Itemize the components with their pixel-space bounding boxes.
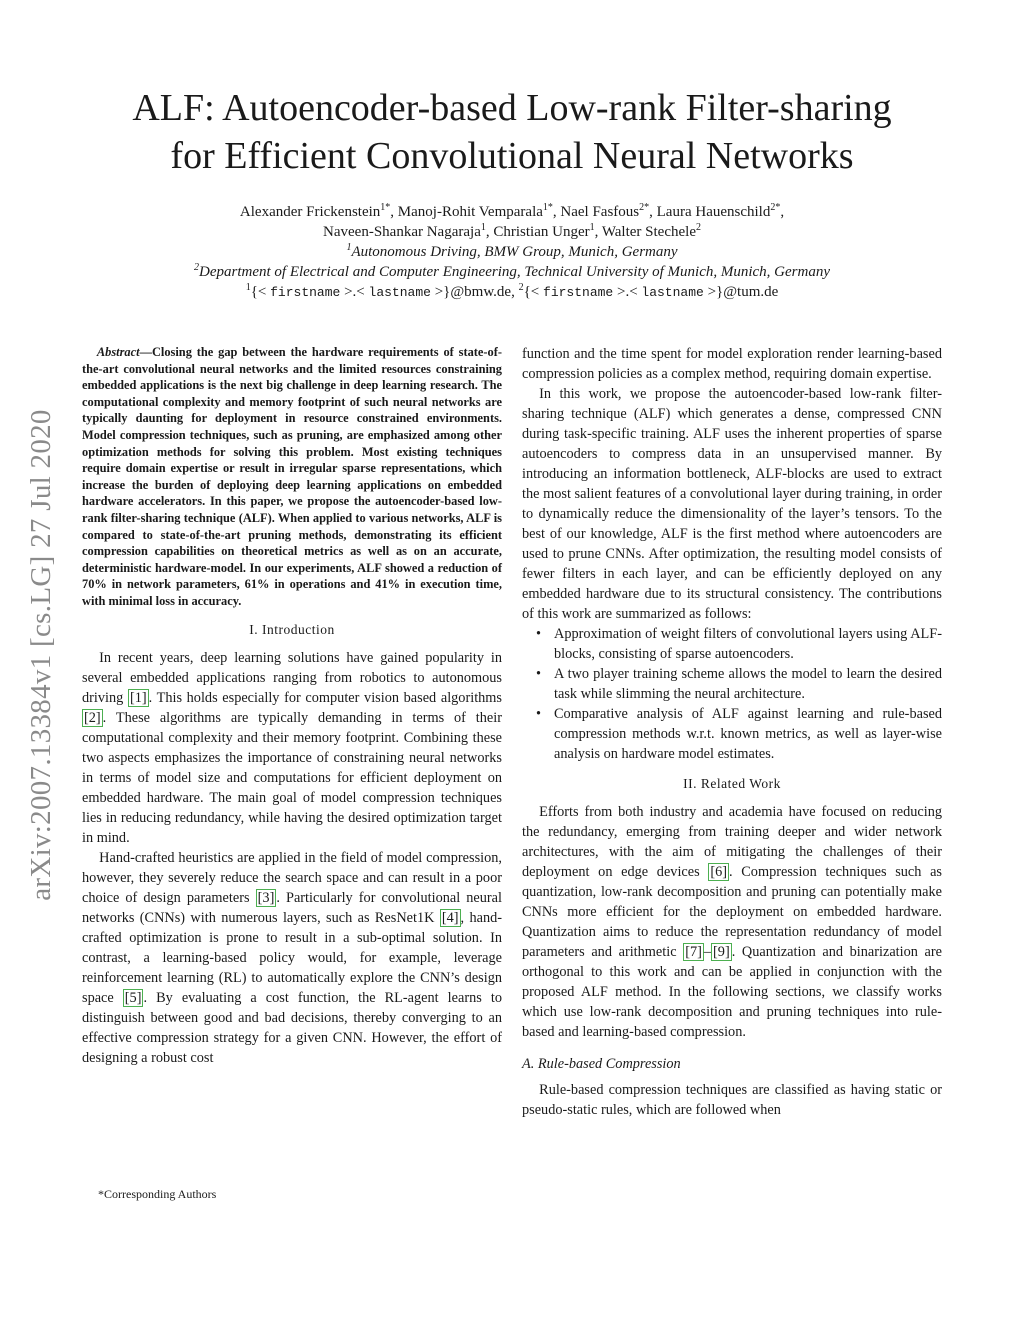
section-heading-related-work: II. Related Work [683,776,781,791]
paragraph-text: . Particularly for convolutional neural networks (CNNs) with numerous layers, such as ResNet1K [82,889,502,926]
citation-link[interactable]: [6] [710,864,728,880]
author-line-1 [80,202,944,222]
paragraph-text: . Quantization and binarization are orthogonal to this work and can be applied in conjunction with the proposed ALF method. In the following sections, we classify works which use low-rank decomposition and pruning techniques into rule-based and learning-based compression. [522,944,943,1040]
arxiv-identifier-stamp [20,365,62,945]
email-placeholder: lastname [641,285,704,300]
email-part: >}@tum.de [703,284,779,300]
affiliation-text: Department of Electrical and Computer Engineering, Technical University of Munich, Munich, Germany [199,264,830,280]
email-part: {< [523,284,544,300]
citation-range [683,943,732,961]
right-column [522,344,942,1120]
list-item: • Comparative analysis of ALF against learning and rule-based compression methods w.r.t. known metrics, as well as layer-wise analysis on hardware model estimates. [554,704,942,764]
author-superscript: 2 [695,222,701,233]
paragraph-text: In recent years, deep learning solutions have gained popularity in several embedded applications ranging from robotics to autonomous driving [82,649,502,706]
email-part: >}@bmw.de, [430,284,519,300]
abstract-text: —Closing the gap between the hardware requirements of state-of-the-art convolutional neural networks and the limited resources constraining embedded applications is the next big challenge in deep learning research. The computational complexity and memory footprint of such neural networks are typically daunting for deployment in resource constrained environments. Model compression techniques, such as pruning, are emphasized among other optimization methods for solving this problem. Most existing techniques require domain expertise or result in irregular sparse representations, which increase the burden of deploying deep learning applications on embedded hardware accelerators. In this paper, we propose the autoencoder-based low-rank filter-sharing technique (ALF). When applied to various networks, ALF is compared to state-of-the-art pruning methods, demonstrating its efficient compression capabilities on theoretical metrics as well as on an accurate, deterministic hardware-model. In our experiments, ALF showed a reduction of 70% in network parameters, 61% in operations and 41% in execution time, with minimal loss in accuracy. [82,345,502,608]
citation-link[interactable]: [9] [713,944,730,960]
email-superscript: 2 [518,282,524,293]
author-superscript: 1 [480,222,486,233]
list-item: • A two player training scheme allows the model to learn the desired task while slimming the neural architecture. [554,664,942,704]
contributions-list [522,624,942,764]
author-separator: , [780,204,785,220]
rule-based-paragraph: Rule-based compression techniques are classified as having static or pseudo-static rules, which are followed when [522,1082,942,1118]
email-part: {< [250,284,271,300]
email-part: >.< [613,284,642,300]
abstract-label: Abstract [96,345,140,359]
author-line-2 [80,222,944,242]
paragraph-text: . These algorithms are typically demanding in terms of their computational complexity and their memory footprint. Combining these two aspects emphasizes the importance of constraining neural networks in terms of model size and computations for efficient deployment on embedded hardware. The main goal of model compression techniques lies in reducing redundancy, while having the desired optimization target in mind. [82,709,502,846]
contribution-intro-paragraph: In this work, we propose the autoencoder-based low-rank filter-sharing technique (ALF) which generates a dense, compressed CNN during task-specific training. ALF uses the inherent properties of sparse autoencoders to compress data in an unsupervised manner. By introducing an information bottleneck, ALF-blocks are used to extract the most salient features of a convolutional layer during training, in order to dynamically reduce the dimensionality of the layer’s tensors. To the best of our knowledge, ALF is the first method where autoencoders are used to prune CNNs. After optimization, the resulting model consists of fewer filters in each layer, and can be efficiently deployed on any embedded hardware due to its structural consistency. The contributions of this work are summarized as follows: [522,386,942,622]
paper-title [60,84,964,180]
left-column [82,344,502,1068]
citation-link[interactable]: [2] [84,709,101,726]
author-block [80,202,944,303]
intro-paragraph-2 [82,848,502,1068]
email-superscript: 1 [245,282,251,293]
title-line-2: for Efficient Convolutional Neural Networks [170,135,854,177]
related-work-paragraph [522,802,942,1042]
subsection-heading-rule-based: A. Rule-based Compression [522,1056,681,1072]
author-name: , Manoj-Rohit Vemparala [390,204,543,220]
author-name: , Walter Stechele [594,224,696,240]
citation-link[interactable]: [7] [685,944,702,960]
list-item: • Approximation of weight filters of convolutional layers using ALF-blocks, consisting of sparse autoencoders. [554,624,942,664]
abstract [82,344,502,610]
author-name: Alexander Frickenstein [239,204,381,220]
paragraph-text: , hand-crafted optimization is prone to result in a sub-optimal solution. In contrast, a learning-based policy would, for example, leverage reinforcement learning (RL) to automatically explore the CNN’s design space [82,909,503,1006]
title-line-1: ALF: Autoencoder-based Low-rank Filter-sharing [132,87,892,129]
affiliation-text: Autonomous Driving, BMW Group, Munich, Germany [351,244,678,260]
footnote-corresponding-authors: *Corresponding Authors [98,1187,217,1201]
intro-paragraph-1 [82,648,502,848]
author-superscript: 1* [542,202,553,213]
paragraph-text: Hand-crafted heuristics are applied in the field of model compression, however, they severely reduce the search space and can result in a poor choice of design parameters [82,849,502,906]
email-placeholder: firstname [543,285,614,300]
author-name: , Nael Fasfous [552,204,640,220]
author-superscript: 2* [639,202,650,213]
author-superscript: 2* [770,202,781,213]
continued-paragraph: function and the time spent for model exploration render learning-based compression policies as a complex method, requiring domain expertise. [522,346,942,382]
affiliation-superscript: 1 [346,242,352,253]
citation-link[interactable]: [3] [257,889,275,906]
paragraph-text: . By evaluating a cost function, the RL-agent learns to distinguish between good and bad decisions, thereby converging to an effective compression strategy for a given CNN. However, the effort of designing a robust cost [82,989,502,1066]
paragraph-text: . Compression techniques such as quantization, low-rank decomposition and pruning can potentially make CNNs more efficient for the deployment on embedded hardware. Quantization aims to reduce the representation redundancy of model parameters and arithmetic [522,864,942,960]
author-superscript: 1 [589,222,595,233]
citation-link[interactable]: [1] [129,689,147,706]
paragraph-text: Efforts from both industry and academia have focused on reducing the redundancy, emerging from training deeper and wider network architectures, with the aim of mitigating the challenges of their deployment on edge devices [522,804,942,880]
section-heading-introduction: I. Introduction [249,621,335,637]
email-placeholder: firstname [270,285,341,300]
citation-link[interactable]: [4] [441,909,459,926]
affiliation-1 [80,242,944,262]
author-name: , Laura Hauenschild [649,204,771,220]
arxiv-id-text: arXiv:2007.13384v1 [cs.LG] 27 Jul 2020 [25,409,57,901]
author-superscript: 1* [380,202,391,213]
email-line [80,282,944,303]
email-part: >.< [340,284,369,300]
citation-link[interactable]: [5] [124,989,142,1006]
author-name: , Christian Unger [485,224,590,240]
citation-dash: – [703,944,712,960]
affiliation-2 [80,262,944,282]
affiliation-superscript: 2 [194,262,199,273]
email-placeholder: lastname [368,285,431,300]
author-name: Naveen-Shankar Nagaraja [323,224,481,240]
paragraph-text: . This holds especially for computer vision based algorithms [148,689,502,706]
